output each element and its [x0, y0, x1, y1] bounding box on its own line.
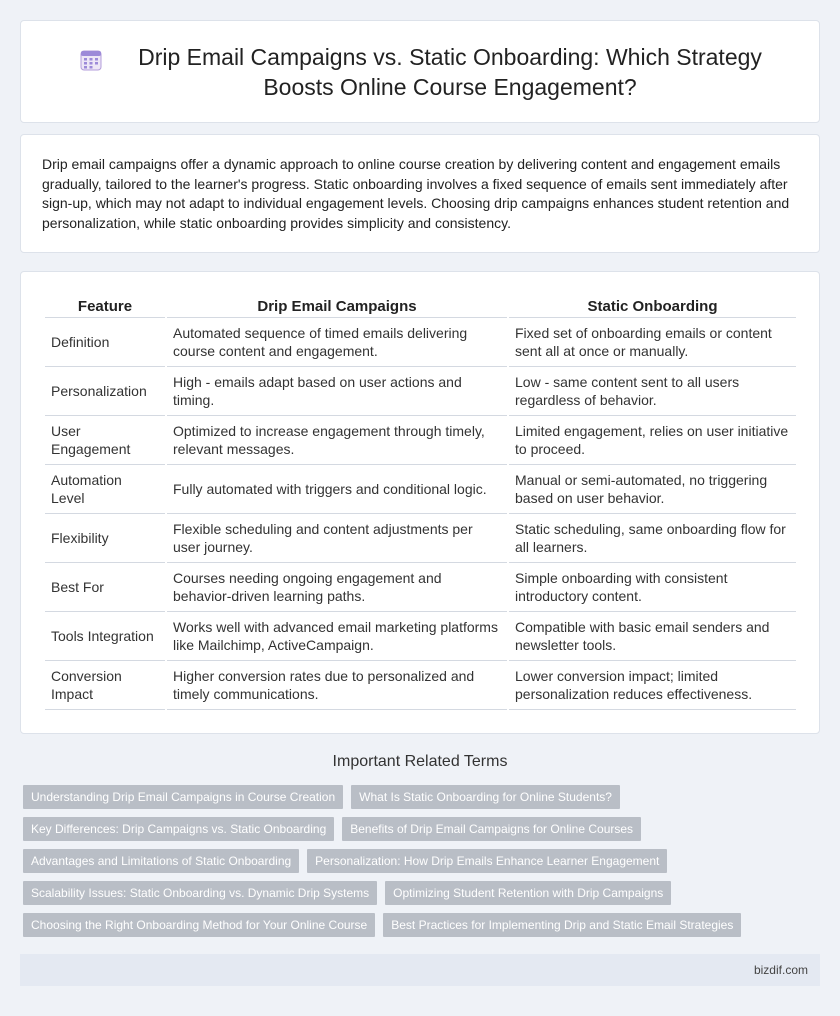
- static-cell: Simple onboarding with consistent introductory content.: [509, 563, 796, 612]
- footer: [20, 954, 820, 986]
- tag-row: [23, 913, 823, 937]
- related-term-link[interactable]: Personalization: How Drip Emails Enhance Learner Engagement: [307, 849, 667, 873]
- drip-cell: Courses needing ongoing engagement and behavior-driven learning paths.: [167, 563, 507, 612]
- table-row: [45, 612, 796, 661]
- table-row: [45, 416, 796, 465]
- static-cell: Fixed set of onboarding emails or content sent all at once or manually.: [509, 318, 796, 367]
- related-term-link[interactable]: Scalability Issues: Static Onboarding vs. Dynamic Drip Systems: [23, 881, 377, 905]
- table-row: [45, 563, 796, 612]
- related-term-link[interactable]: Advantages and Limitations of Static Onboarding: [23, 849, 299, 873]
- table-header-row: [45, 294, 796, 318]
- static-cell: Static scheduling, same onboarding flow for all learners.: [509, 514, 796, 563]
- table-row: [45, 661, 796, 710]
- related-term-link[interactable]: Key Differences: Drip Campaigns vs. Static Onboarding: [23, 817, 334, 841]
- footer-site-link[interactable]: bizdif.com: [753, 963, 808, 977]
- feature-cell: Best For: [45, 563, 165, 612]
- drip-cell: Higher conversion rates due to personalized and timely communications.: [167, 661, 507, 710]
- related-term-link[interactable]: Benefits of Drip Email Campaigns for Online Courses: [342, 817, 641, 841]
- drip-cell: Automated sequence of timed emails delivering course content and engagement.: [167, 318, 507, 367]
- tag-row: [23, 785, 823, 809]
- header-static: Static Onboarding: [509, 294, 796, 318]
- comparison-table: [43, 294, 798, 710]
- drip-cell: Flexible scheduling and content adjustments per user journey.: [167, 514, 507, 563]
- related-terms-title: Important Related Terms: [332, 753, 508, 770]
- feature-cell: User Engagement: [45, 416, 165, 465]
- related-terms-list: [23, 785, 823, 945]
- drip-cell: Optimized to increase engagement through timely, relevant messages.: [167, 416, 507, 465]
- feature-cell: Personalization: [45, 367, 165, 416]
- related-term-link[interactable]: Optimizing Student Retention with Drip Campaigns: [385, 881, 671, 905]
- drip-cell: Works well with advanced email marketing platforms like Mailchimp, ActiveCampaign.: [167, 612, 507, 661]
- tag-row: [23, 849, 823, 873]
- feature-cell: Tools Integration: [45, 612, 165, 661]
- table-row: [45, 514, 796, 563]
- static-cell: Compatible with basic email senders and newsletter tools.: [509, 612, 796, 661]
- tag-row: [23, 817, 823, 841]
- intro-text: Drip email campaigns offer a dynamic approach to online course creation by delivering content and engagement emails gradually, tailored to the learner's progress. Static onboarding involves a fixed sequence of emails sent immediately after sign-up, which may not adapt to individual engagement levels. Choosing drip campaigns enhances student retention and personalization, while static onboarding provides simplicity and consistency.: [42, 156, 790, 231]
- tag-row: [23, 881, 823, 905]
- related-term-link[interactable]: Best Practices for Implementing Drip and Static Email Strategies: [383, 913, 741, 937]
- header-drip: Drip Email Campaigns: [167, 294, 507, 318]
- header-card: [20, 20, 820, 123]
- header-feature: Feature: [45, 294, 165, 318]
- comparison-table-card: [20, 271, 820, 734]
- static-cell: Manual or semi-automated, no triggering based on user behavior.: [509, 465, 796, 514]
- drip-cell: Fully automated with triggers and conditional logic.: [167, 465, 507, 514]
- related-term-link[interactable]: Understanding Drip Email Campaigns in Course Creation: [23, 785, 343, 809]
- static-cell: Limited engagement, relies on user initiative to proceed.: [509, 416, 796, 465]
- static-cell: Low - same content sent to all users regardless of behavior.: [509, 367, 796, 416]
- drip-cell: High - emails adapt based on user actions and timing.: [167, 367, 507, 416]
- intro-card: [20, 134, 820, 253]
- feature-cell: Flexibility: [45, 514, 165, 563]
- related-term-link[interactable]: Choosing the Right Onboarding Method for Your Online Course: [23, 913, 375, 937]
- static-cell: Lower conversion impact; limited personalization reduces effectiveness.: [509, 661, 796, 710]
- feature-cell: Conversion Impact: [45, 661, 165, 710]
- feature-cell: Automation Level: [45, 465, 165, 514]
- related-term-link[interactable]: What Is Static Onboarding for Online Students?: [351, 785, 620, 809]
- table-row: [45, 367, 796, 416]
- table-row: [45, 465, 796, 514]
- table-row: [45, 318, 796, 367]
- page-title: Drip Email Campaigns vs. Static Onboarding: Which Strategy Boosts Online Course Engagement?: [138, 43, 762, 100]
- feature-cell: Definition: [45, 318, 165, 367]
